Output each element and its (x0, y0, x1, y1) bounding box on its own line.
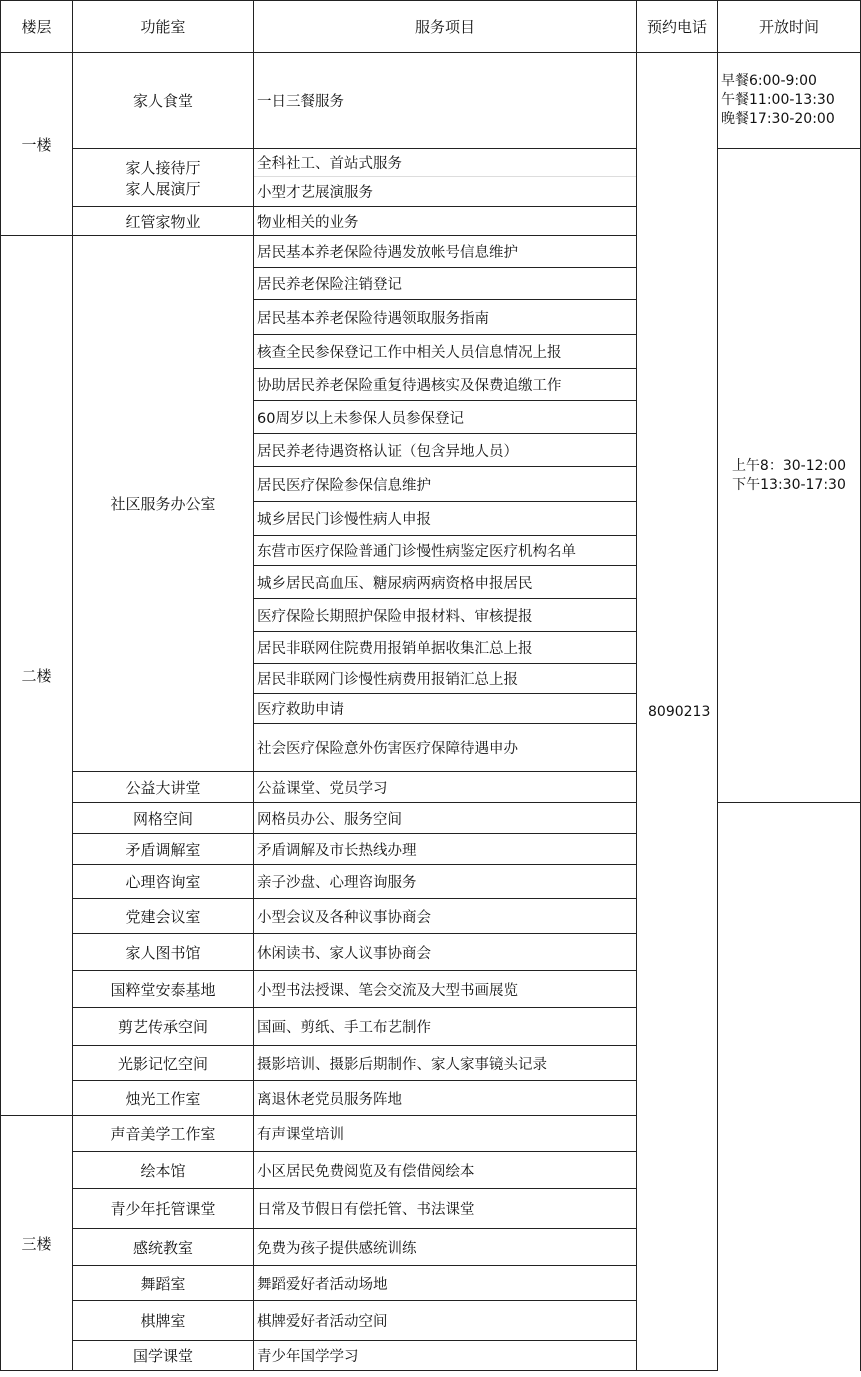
service-office-11: 城乡居民高血压、糖尿病两病资格申报居民 (254, 566, 637, 599)
room-chess: 棋牌室 (73, 1301, 254, 1341)
service-sensory: 免费为孩子提供感统训练 (254, 1229, 637, 1266)
room-candle: 烛光工作室 (73, 1081, 254, 1116)
table-row (1, 899, 861, 934)
floor-1-cell: 一楼 (1, 53, 73, 236)
service-guoxue: 青少年国学学习 (254, 1341, 637, 1371)
service-guocui: 小型书法授课、笔会交流及大型书画展览 (254, 971, 637, 1008)
service-reception-2: 小型才艺展演服务 (254, 177, 637, 207)
service-office-1: 居民基本养老保险待遇发放帐号信息维护 (254, 236, 637, 268)
room-guoxue: 国学课堂 (73, 1341, 254, 1371)
header-phone: 预约电话 (637, 1, 718, 53)
afternoon-hours: 下午13:30-17:30 (732, 476, 846, 493)
room-reception-label-2: 家人展演厅 (125, 179, 201, 198)
room-guocui: 国粹堂安泰基地 (73, 971, 254, 1008)
header-floor: 楼层 (1, 1, 73, 53)
table-row (1, 865, 861, 899)
table-row (1, 53, 861, 149)
room-lecture: 公益大讲堂 (73, 772, 254, 803)
room-reception (73, 149, 254, 207)
service-picturebook: 小区居民免费阅览及有偿借阅绘本 (254, 1152, 637, 1189)
room-papercut: 剪艺传承空间 (73, 1008, 254, 1046)
table-row (1, 1229, 861, 1266)
table-row (1, 971, 861, 1008)
room-youth: 青少年托管课堂 (73, 1189, 254, 1229)
room-party: 党建会议室 (73, 899, 254, 934)
service-library: 休闲读书、家人议事协商会 (254, 934, 637, 971)
table-row (1, 1081, 861, 1116)
table-row (1, 803, 861, 834)
service-chess: 棋牌爱好者活动空间 (254, 1301, 637, 1341)
table-row (1, 1189, 861, 1229)
service-office-6: 60周岁以上未参保人员参保登记 (254, 401, 637, 434)
booking-phone: 8090213 (637, 53, 718, 1371)
table-row (1, 1008, 861, 1046)
header-service: 服务项目 (254, 1, 637, 53)
room-voice: 声音美学工作室 (73, 1116, 254, 1152)
room-counseling: 心理咨询室 (73, 865, 254, 899)
morning-hours: 上午8：30-12:00 (731, 457, 847, 474)
table-row (1, 934, 861, 971)
room-library: 家人图书馆 (73, 934, 254, 971)
service-mediation: 矛盾调解及市长热线办理 (254, 834, 637, 865)
header-hours: 开放时间 (718, 1, 861, 53)
service-photo: 摄影培训、摄影后期制作、家人家事镜头记录 (254, 1046, 637, 1081)
room-photo: 光影记忆空间 (73, 1046, 254, 1081)
service-grid: 网格员办公、服务空间 (254, 803, 637, 834)
service-office-13: 居民非联网住院费用报销单据收集汇总上报 (254, 632, 637, 664)
service-counseling: 亲子沙盘、心理咨询服务 (254, 865, 637, 899)
service-office-15: 医疗救助申请 (254, 694, 637, 724)
table-row (1, 834, 861, 865)
service-office-5: 协助居民养老保险重复待遇核实及保费追缴工作 (254, 369, 637, 401)
service-reception-1: 全科社工、首站式服务 (254, 149, 637, 177)
room-community-office: 社区服务办公室 (73, 236, 254, 772)
service-office-14: 居民非联网门诊慢性病费用报销汇总上报 (254, 664, 637, 694)
dinner-hours: 晚餐17:30-20:00 (721, 111, 835, 127)
service-dance: 舞蹈爱好者活动场地 (254, 1266, 637, 1301)
table-row (1, 149, 861, 177)
room-reception-label-1: 家人接待厅 (125, 158, 201, 177)
service-office-10: 东营市医疗保险普通门诊慢性病鉴定医疗机构名单 (254, 536, 637, 566)
service-office-9: 城乡居民门诊慢性病人申报 (254, 502, 637, 536)
service-office-4: 核查全民参保登记工作中相关人员信息情况上报 (254, 335, 637, 369)
table-row (1, 1301, 861, 1341)
service-party: 小型会议及各种议事协商会 (254, 899, 637, 934)
floor-3-cell: 三楼 (1, 1116, 73, 1371)
room-grid: 网格空间 (73, 803, 254, 834)
service-office-12: 医疗保险长期照护保险申报材料、审核提报 (254, 599, 637, 632)
service-voice: 有声课堂培训 (254, 1116, 637, 1152)
service-property: 物业相关的业务 (254, 207, 637, 236)
breakfast-hours: 早餐6:00-9:00 (721, 73, 817, 89)
table-row (1, 1046, 861, 1081)
service-lecture: 公益课堂、党员学习 (254, 772, 637, 803)
service-candle: 离退休老党员服务阵地 (254, 1081, 637, 1116)
lunch-hours: 午餐11:00-13:30 (721, 92, 835, 108)
room-property: 红管家物业 (73, 207, 254, 236)
room-mediation: 矛盾调解室 (73, 834, 254, 865)
room-dance: 舞蹈室 (73, 1266, 254, 1301)
room-picturebook: 绘本馆 (73, 1152, 254, 1189)
office-hours-a (718, 149, 861, 803)
service-office-2: 居民养老保险注销登记 (254, 268, 637, 300)
service-office-3: 居民基本养老保险待遇领取服务指南 (254, 300, 637, 335)
room-sensory: 感统教室 (73, 1229, 254, 1266)
service-youth: 日常及节假日有偿托管、书法课堂 (254, 1189, 637, 1229)
canteen-hours (718, 53, 861, 149)
service-canteen: 一日三餐服务 (254, 53, 637, 149)
table-row (1, 1116, 861, 1152)
header-row (1, 1, 861, 53)
service-office-7: 居民养老待遇资格认证（包含异地人员） (254, 434, 637, 467)
table-row (1, 1341, 861, 1371)
table-row (1, 1152, 861, 1189)
room-canteen: 家人食堂 (73, 53, 254, 149)
header-room: 功能室 (73, 1, 254, 53)
table-row (1, 1266, 861, 1301)
floor-2-cell: 二楼 (1, 236, 73, 1116)
service-papercut: 国画、剪纸、手工布艺制作 (254, 1008, 637, 1046)
service-office-8: 居民医疗保险参保信息维护 (254, 467, 637, 502)
service-office-16: 社会医疗保险意外伤害医疗保障待遇申办 (254, 724, 637, 772)
